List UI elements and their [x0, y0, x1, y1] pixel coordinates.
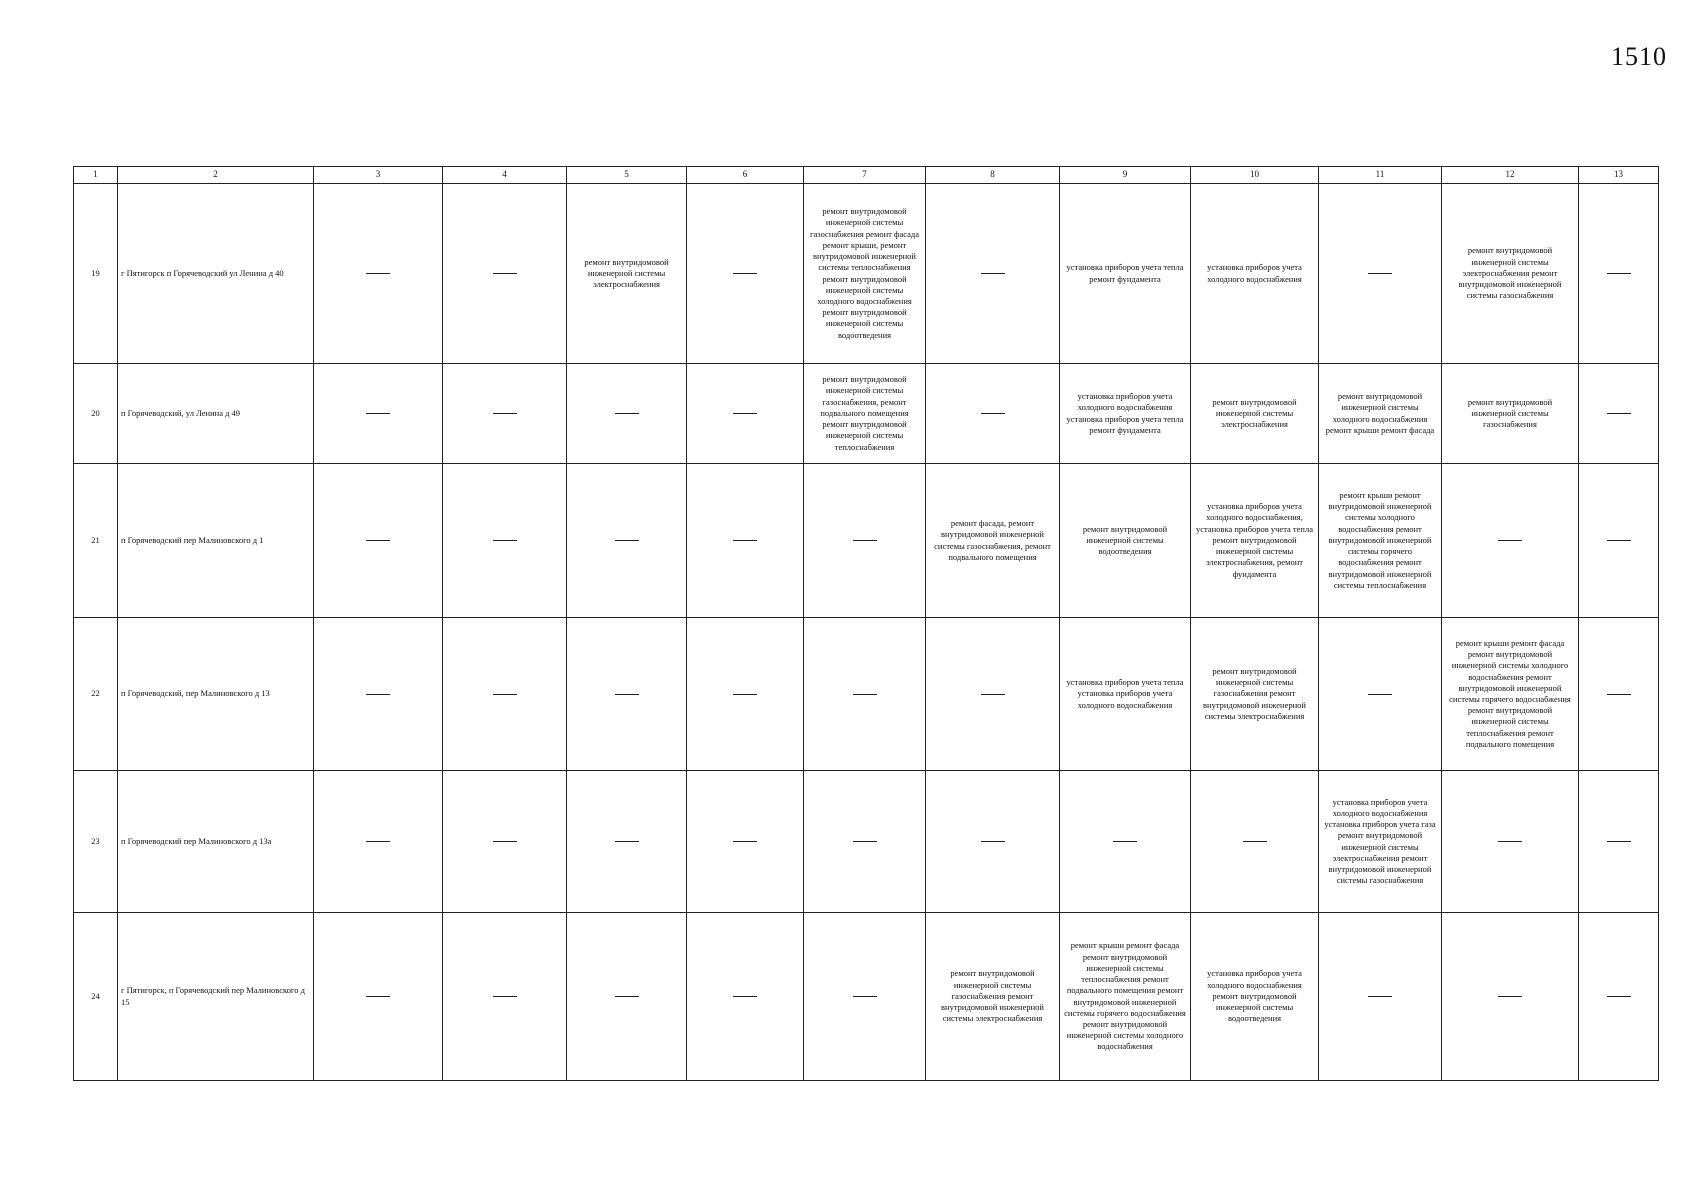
dash-mark: [1607, 996, 1631, 997]
work-cell: ремонт внутридомовой инженерной системы газоснабжения ремонт внутридомовой инженерной системы электроснабжения: [926, 913, 1060, 1081]
work-cell: ремонт внутридомовой инженерной системы электроснабжения ремонт внутридомовой инженерной системы газоснабжения: [1442, 184, 1579, 364]
dash-mark: [366, 996, 390, 997]
column-number-2: 2: [118, 167, 314, 184]
dash-mark: [366, 694, 390, 695]
table-row: [74, 913, 1659, 1081]
empty-cell: [804, 771, 926, 913]
work-cell: ремонт внутридомовой инженерной системы электроснабжения: [567, 184, 687, 364]
empty-cell: [687, 184, 804, 364]
dash-mark: [493, 540, 517, 541]
empty-cell: [443, 771, 567, 913]
dash-mark: [1498, 841, 1522, 842]
column-number-5: 5: [567, 167, 687, 184]
empty-cell: [443, 464, 567, 618]
dash-mark: [981, 694, 1005, 695]
table-row: [74, 364, 1659, 464]
empty-cell: [687, 771, 804, 913]
dash-mark: [1368, 694, 1392, 695]
work-cell: ремонт внутридомовой инженерной системы газоснабжения, ремонт подвального помещения ремонт внутридомовой инженерной системы теплоснабжения: [804, 364, 926, 464]
dash-mark: [366, 841, 390, 842]
empty-cell: [443, 618, 567, 771]
dash-mark: [1607, 540, 1631, 541]
empty-cell: [1319, 184, 1442, 364]
empty-cell: [1579, 771, 1659, 913]
empty-cell: [1579, 364, 1659, 464]
empty-cell: [443, 913, 567, 1081]
dash-mark: [366, 273, 390, 274]
empty-cell: [443, 184, 567, 364]
empty-cell: [567, 771, 687, 913]
dash-mark: [853, 540, 877, 541]
empty-cell: [804, 464, 926, 618]
work-cell: ремонт крыши ремонт фасада ремонт внутридомовой инженерной системы холодного водоснабжения ремонт внутридомовой инженерной системы горячего водоснабжения ремонт внутридомовой инженерной системы теплоснабжения ремонт подвального помещения: [1442, 618, 1579, 771]
work-cell: ремонт внутридомовой инженерной системы газоснабжения ремонт внутридомовой инженерной системы электроснабжения: [1191, 618, 1319, 771]
empty-cell: [687, 364, 804, 464]
dash-mark: [615, 540, 639, 541]
work-cell: ремонт внутридомовой инженерной системы газоснабжения ремонт фасада ремонт крыши, ремонт внутридомовой инженерной системы теплоснабжения ремонт внутридомовой инженерной системы холодного водоснабжения ремонт внутридомовой инженерной системы водоотведения: [804, 184, 926, 364]
empty-cell: [314, 464, 443, 618]
empty-cell: [1442, 913, 1579, 1081]
row-number: 24: [74, 913, 118, 1081]
work-cell: установка приборов учета холодного водоснабжения, установка приборов учета тепла ремонт внутридомовой инженерной системы электроснабжения, ремонт фундамента: [1191, 464, 1319, 618]
empty-cell: [1319, 618, 1442, 771]
empty-cell: [567, 618, 687, 771]
dash-mark: [366, 540, 390, 541]
column-number-11: 11: [1319, 167, 1442, 184]
empty-cell: [1319, 913, 1442, 1081]
work-cell: ремонт крыши ремонт внутридомовой инженерной системы холодного водоснабжения ремонт внутридомовой инженерной системы горячего водоснабжения ремонт внутридомовой инженерной системы теплоснабжения: [1319, 464, 1442, 618]
work-cell: установка приборов учета холодного водоснабжения ремонт внутридомовой инженерной системы водоотведения: [1191, 913, 1319, 1081]
column-number-1: 1: [74, 167, 118, 184]
empty-cell: [1579, 184, 1659, 364]
dash-mark: [615, 413, 639, 414]
work-cell: ремонт крыши ремонт фасада ремонт внутридомовой инженерной системы теплоснабжения ремонт подвального помещения ремонт внутридомовой инженерной системы горячего водоснабжения ремонт внутридомовой инженерной системы холодного водоснабжения: [1060, 913, 1191, 1081]
empty-cell: [567, 913, 687, 1081]
dash-mark: [493, 996, 517, 997]
empty-cell: [314, 913, 443, 1081]
empty-cell: [1442, 771, 1579, 913]
dash-mark: [853, 996, 877, 997]
empty-cell: [567, 364, 687, 464]
dash-mark: [733, 694, 757, 695]
empty-cell: [1579, 618, 1659, 771]
dash-mark: [493, 413, 517, 414]
table-row: [74, 771, 1659, 913]
work-cell: ремонт внутридомовой инженерной системы холодного водоснабжения ремонт крыши ремонт фасада: [1319, 364, 1442, 464]
empty-cell: [1191, 771, 1319, 913]
dash-mark: [733, 841, 757, 842]
empty-cell: [926, 618, 1060, 771]
work-cell: установка приборов учета холодного водоснабжения установка приборов учета газа ремонт внутридомовой инженерной системы электроснабжения ремонт внутридомовой инженерной системы газоснабжения: [1319, 771, 1442, 913]
dash-mark: [733, 273, 757, 274]
dash-mark: [981, 841, 1005, 842]
dash-mark: [366, 413, 390, 414]
column-number-12: 12: [1442, 167, 1579, 184]
work-cell: установка приборов учета холодного водоснабжения установка приборов учета тепла ремонт фундамента: [1060, 364, 1191, 464]
dash-mark: [615, 996, 639, 997]
dash-mark: [1607, 413, 1631, 414]
row-number: 20: [74, 364, 118, 464]
column-number-3: 3: [314, 167, 443, 184]
work-cell: ремонт фасада, ремонт внутридомовой инженерной системы газоснабжения, ремонт подвального помещения: [926, 464, 1060, 618]
address-cell: г Пятигорск, п Горячеводский пер Малиновского д 15: [118, 913, 314, 1081]
empty-cell: [1442, 464, 1579, 618]
work-cell: ремонт внутридомовой инженерной системы водоотведения: [1060, 464, 1191, 618]
dash-mark: [1607, 273, 1631, 274]
empty-cell: [687, 464, 804, 618]
empty-cell: [687, 618, 804, 771]
table-row: [74, 464, 1659, 618]
work-cell: установка приборов учета холодного водоснабжения: [1191, 184, 1319, 364]
dash-mark: [1243, 841, 1267, 842]
empty-cell: [314, 184, 443, 364]
empty-cell: [314, 618, 443, 771]
empty-cell: [926, 364, 1060, 464]
address-cell: п Горячеводский пер Малиновского д 1: [118, 464, 314, 618]
column-number-7: 7: [804, 167, 926, 184]
row-number: 23: [74, 771, 118, 913]
dash-mark: [733, 413, 757, 414]
address-cell: п Горячеводский, пер Малиновского д 13: [118, 618, 314, 771]
table-row: [74, 618, 1659, 771]
dash-mark: [733, 996, 757, 997]
empty-cell: [1579, 913, 1659, 1081]
table-row: [74, 184, 1659, 364]
column-number-9: 9: [1060, 167, 1191, 184]
dash-mark: [1607, 694, 1631, 695]
empty-cell: [314, 364, 443, 464]
dash-mark: [1368, 273, 1392, 274]
address-cell: п Горячеводский пер Малиновского д 13а: [118, 771, 314, 913]
address-cell: г Пятигорск п Горячеводский ул Ленина д 40: [118, 184, 314, 364]
column-number-13: 13: [1579, 167, 1659, 184]
empty-cell: [804, 618, 926, 771]
work-cell: установка приборов учета тепла установка приборов учета холодного водоснабжения: [1060, 618, 1191, 771]
dash-mark: [1368, 996, 1392, 997]
empty-cell: [1579, 464, 1659, 618]
dash-mark: [1498, 996, 1522, 997]
column-number-4: 4: [443, 167, 567, 184]
dash-mark: [615, 694, 639, 695]
dash-mark: [853, 694, 877, 695]
row-number: 21: [74, 464, 118, 618]
empty-cell: [687, 913, 804, 1081]
dash-mark: [493, 841, 517, 842]
page-number: 1510: [1611, 42, 1667, 71]
dash-mark: [853, 841, 877, 842]
dash-mark: [981, 273, 1005, 274]
dash-mark: [1498, 540, 1522, 541]
column-number-10: 10: [1191, 167, 1319, 184]
empty-cell: [443, 364, 567, 464]
dash-mark: [615, 841, 639, 842]
dash-mark: [493, 273, 517, 274]
dash-mark: [1607, 841, 1631, 842]
empty-cell: [314, 771, 443, 913]
empty-cell: [567, 464, 687, 618]
column-number-6: 6: [687, 167, 804, 184]
work-cell: установка приборов учета тепла ремонт фундамента: [1060, 184, 1191, 364]
registry-table: [73, 166, 1659, 1081]
empty-cell: [1060, 771, 1191, 913]
dash-mark: [981, 413, 1005, 414]
dash-mark: [493, 694, 517, 695]
column-number-8: 8: [926, 167, 1060, 184]
empty-cell: [926, 184, 1060, 364]
dash-mark: [733, 540, 757, 541]
work-cell: ремонт внутридомовой инженерной системы газоснабжения: [1442, 364, 1579, 464]
empty-cell: [926, 771, 1060, 913]
row-number: 19: [74, 184, 118, 364]
table-header-row: [74, 167, 1659, 184]
dash-mark: [1113, 841, 1137, 842]
row-number: 22: [74, 618, 118, 771]
empty-cell: [804, 913, 926, 1081]
work-cell: ремонт внутридомовой инженерной системы электроснабжения: [1191, 364, 1319, 464]
address-cell: п Горячеводский, ул Ленина д 49: [118, 364, 314, 464]
